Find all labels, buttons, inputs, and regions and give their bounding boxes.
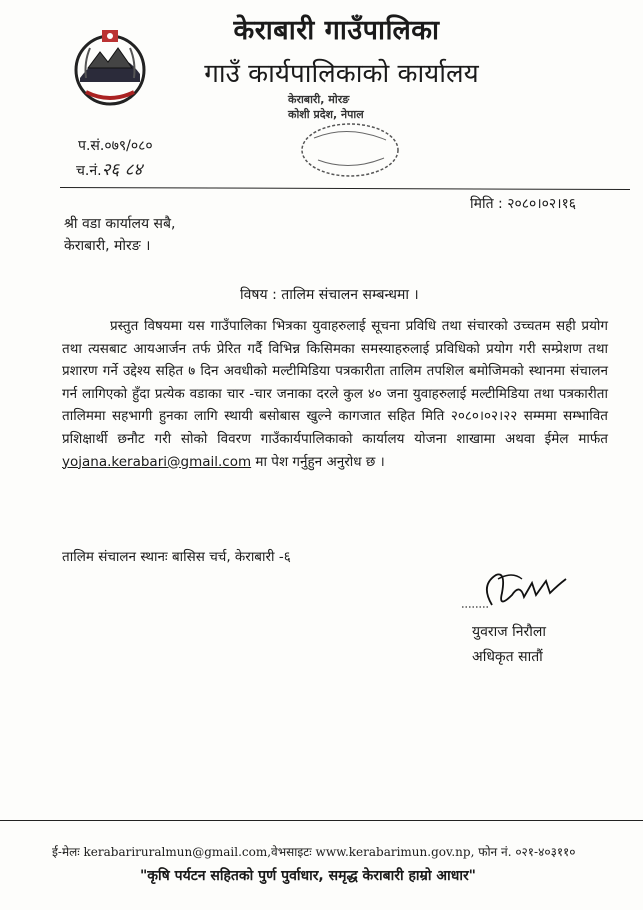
office-title: गाउँ कार्यपालिकाको कार्यालय xyxy=(204,59,479,89)
signatory-name: युवराज निरौला xyxy=(472,624,546,640)
municipality-title: केराबारी गाउँपालिका xyxy=(233,15,440,46)
stamp-line-2: कोशी प्रदेश, नेपाल xyxy=(288,108,364,121)
footer-divider xyxy=(0,820,643,821)
header-divider xyxy=(60,187,630,190)
body-paragraph xyxy=(62,315,608,473)
signature-icon xyxy=(462,565,572,621)
recipient-line-1: श्री वडा कार्यालय सबै, xyxy=(64,216,176,232)
letter-body xyxy=(62,315,608,473)
office-stamp xyxy=(288,92,406,184)
stamp-line-1: केराबारी, मोरङ xyxy=(288,93,350,106)
dispatch-label: च.नं. xyxy=(76,163,102,179)
body-email-link[interactable]: yojana.kerabari@gmail.com xyxy=(62,453,252,470)
seal-icon xyxy=(288,120,406,182)
signatory-designation: अधिकृत सातौं xyxy=(472,649,543,665)
body-tail: मा पेश गर्नुहुन अनुरोध छ । xyxy=(255,453,385,470)
dispatch-number xyxy=(76,157,142,180)
dispatch-handwritten-number: २६ ८४ xyxy=(101,160,143,180)
letter-date: मिति : २०८०।०२।१६ xyxy=(470,196,577,212)
footer-motto: "कृषि पर्यटन सहितको पुर्ण पुर्वाधार, समृद्ध केराबारी हाम्रो आधार" xyxy=(140,868,476,884)
footer-contact: ई-मेलः kerabariruralmun@gmail.com,वेभसाइटः www.kerabarimun.gov.np, फोन नं. ०२१-४०३११० xyxy=(52,845,576,859)
reference-number: प.सं.०७९/०८० xyxy=(78,138,153,154)
body-text: प्रस्तुत विषयमा यस गाउँपालिका भित्रका युवाहरुलाई सूचना प्रविधि तथा संचारको उच्चतम सही प्रयोग तथा त्यसबाट आयआर्जन तर्फ प्रेरित गर्दै विभिन्न किसिमका समस्याहरुलाई प्रविधिको प्रयोग गरी सम्प्रेशण तथा प्रशारण गर्ने उद्देश्य सहित ७ दिन अवधीको मल्टीमिडिया पत्रकारीता तालिम तपशिल बमोजिमको स्थानमा संचालन गर्न लागिएको हुँदा प्रत्येक वडाका चार -चार जनाका दरले कुल ४० जना युवाहरुलाई मल्टीमिडिया तथा पत्रकारीता तालिममा सहभागी हुनका लागि स्थायी बसोबास खुल्ने कागजात सहित मिति २०८०।०२।२२ सम्ममा सम्भावित प्रशिक्षार्थी छनौट गरी सोको विवरण गाउँकार्यपालिकाको कार्यालय योजना शाखामा अथवा ईमेल मार्फत xyxy=(62,318,608,447)
letter-subject: विषय : तालिम संचालन सम्बन्धमा । xyxy=(240,287,419,303)
recipient-line-2: केराबारी, मोरङ । xyxy=(64,238,151,254)
training-venue: तालिम संचालन स्थानः बासिस चर्च, केराबारी -६ xyxy=(62,549,291,565)
